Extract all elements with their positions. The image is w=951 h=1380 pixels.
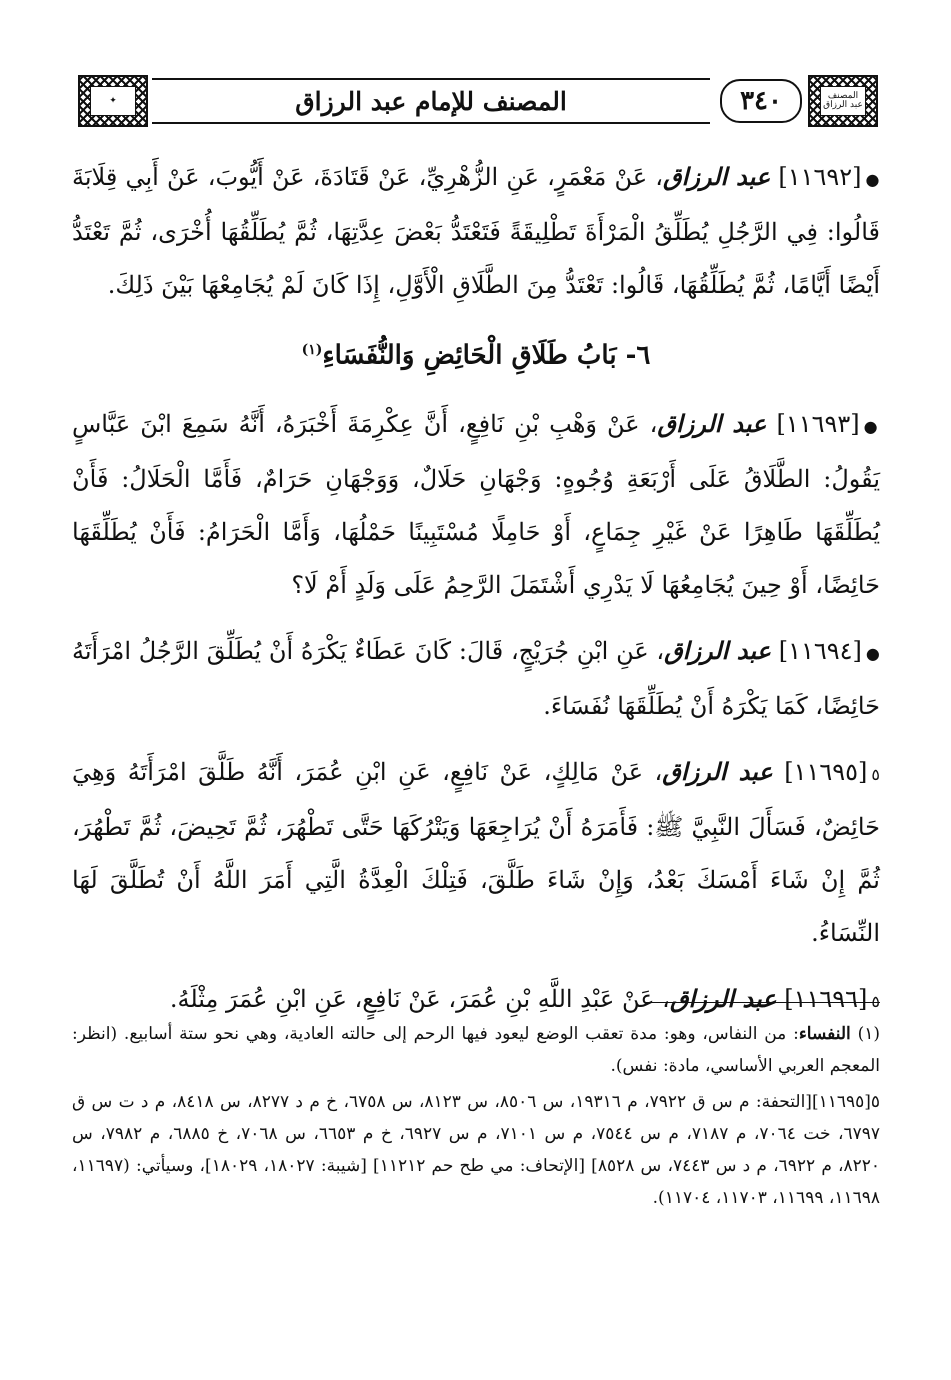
- footnote-text: [التحفة: م س ق ٧٩٢٢، م ١٩٣١٦، س ٨٥٠٦، س ٨١٢٣، س ٦٧٥٨، خ م د ٨٢٧٧، س ٨٤١٨، م د ت س ق ٦٧٩٧، خت ٧٠٦٤، م ٧١٨٧، م س ٧٥٤٤، م س ٧١٠١، م س ٦٩٢٧، خ م ٦٦٥٣، س ٧٠٦٨، خ ٦٨٨٥، م ٧٩٨٢، س ٨٢٢٠، م ٦٩٢٢، م د س ٧٤٤٣، س ٨٥٢٨] [الإتحاف: مي طح حم ١١٢١٢] [شيبة: ١٨٠٢٧، ١٨٠٢٩]، وسيأتي: (١١٦٩٧، ١١٦٩٨، ١١٦٩٩، ١١٧٠٣، ١١٧٠٤).: [72, 1092, 881, 1208]
- footnote-ref[interactable]: (١): [301, 342, 323, 358]
- hadith-text: ، عَنْ مَعْمَرٍ، عَنِ الزُّهْرِيِّ، عَنْ قَتَادَةَ، عَنْ أَيُّوبَ، عَنْ أَبِي قِلَابَةَ قَالُوا: فِي الرَّجُلِ يُطَلِّقُ الْمَرْأَةَ تَطْلِيقَةً فَتَعْتَدُّ بَعْضَ عِدَّتِهَا، ثُمَّ يُطَلِّقُهَا أُخْرَى، ثُمَّ تَعْتَدُّ أَيْضًا أَيَّامًا، ثُمَّ يُطَلِّقُهَا، قَالُوا: تَعْتَدُّ مِنَ الطَّلَاقِ الْأَوَّلِ، إِذَا كَانَ لَمْ يُجَامِعْهَا بَيْنَ ذَلِكَ.: [72, 163, 880, 299]
- bullet-marker: ●: [865, 170, 881, 189]
- hadith-paragraph: [72, 150, 880, 312]
- page-number: ٣٤٠: [720, 79, 802, 123]
- footnote-text: : من النفاس، وهو: مدة تعقب الوضع ليعود فيها الرحم إلى حالته العادية، وهي نحو ستة أسابيع. (انظر: المعجم العربي الأساسي، مادة: نفس).: [72, 1024, 880, 1076]
- hadith-number: [١١٦٩٤]: [778, 636, 862, 665]
- hadith-number: [١١٦٩٢]: [778, 163, 862, 191]
- bullet-marker: ●: [863, 416, 881, 436]
- hadith-number: [١١٦٩٣]: [776, 409, 860, 438]
- footnotes: [72, 1018, 880, 1218]
- hadith-paragraph: [72, 745, 880, 960]
- page-header: [78, 72, 878, 130]
- hadith-text: ، عَنْ مَالِكٍ، عَنْ نَافِعٍ، عَنِ ابْنِ عُمَرَ، أَنَّهُ طَلَّقَ امْرَأَتَهُ وَهِيَ حَائِضٌ، فَسَأَلَ النَّبِيَّ ﷺ: فَأَمَرَهُ أَنْ يُرَاجِعَهَا وَيَتْرُكَهَا حَتَّى تَطْهُرَ، ثُمَّ تَحِيضَ، ثُمَّ تَطْهُرَ، ثُمَّ إِنْ شَاءَ أَمْسَكَ بَعْدُ، وَإِنْ شَاءَ طَلَّقَ، فَتِلْكَ الْعِدَّةُ الَّتِي أَمَرَ اللَّهُ أَنْ تُطَلَّقَ لَهَا النِّسَاءُ.: [72, 757, 880, 947]
- hadith-paragraph: [72, 624, 880, 733]
- hadith-paragraph: [72, 397, 880, 612]
- bullet-marker: ●: [865, 643, 880, 663]
- book-emblem: المصنف عبد الرزاق: [820, 86, 866, 116]
- narrator-name: عبد الرزاق: [663, 162, 771, 191]
- footnote-number: ٥[١١٦٩٥]: [811, 1092, 881, 1112]
- narrator-name: عبد الرزاق: [662, 756, 773, 786]
- hadith-text: ، عَنْ وَهْبِ بْنِ نَافِعٍ، أَنَّ عِكْرِمَةَ أَخْبَرَهُ، أَنَّهُ سَمِعَ ابْنَ عَبَّاسٍ يَقُولُ: الطَّلَاقُ عَلَى أَرْبَعَةِ وُجُوهٍ: وَجْهَانِ حَلَالٌ، وَوَجْهَانِ حَرَامٌ، فَأَمَّا الْحَلَالُ: فَأَنْ يُطَلِّقَهَا طَاهِرًا عَنْ غَيْرِ جِمَاعٍ، أَوْ حَامِلًا مُسْتَبِينًا حَمْلُهَا، وَأَمَّا الْحَرَامُ: فَأَنْ يُطَلِّقَهَا حَائِضًا، أَوْ حِينَ يُجَامِعُهَا لَا يَدْرِي أَشْتَمَلَ الرَّحِمُ عَلَى وَلَدٍ أَمْ لَا؟: [72, 409, 880, 599]
- footnote-number: (١): [857, 1024, 881, 1044]
- chapter-title: ٦- بَابُ طَلَاقِ الْحَائِضِ وَالنُّفَسَاءِ: [322, 340, 651, 371]
- main-text: [72, 150, 880, 1040]
- footnote-item: [72, 1018, 880, 1082]
- hadith-text: ، عَنِ ابْنِ جُرَيْجٍ، قَالَ: كَانَ عَطَاءٌ يَكْرَهُ أَنْ يُطَلِّقَ الرَّجُلُ امْرَأَتَهُ حَائِضًا، كَمَا يَكْرَهُ أَنْ يُطَلِّقَهَا نُفَسَاءَ.: [72, 636, 880, 720]
- footnote-term: النفساء: [798, 1024, 851, 1044]
- hadith-text: ، عَنْ عَبْدِ اللَّهِ بْنِ عُمَرَ، عَنْ نَافِعٍ، عَنِ ابْنِ عُمَرَ مِثْلَهُ.: [169, 984, 670, 1013]
- header-ornament-right: [808, 75, 878, 127]
- header-ornament-left: [78, 75, 148, 127]
- narrator-name: عبد الرزاق: [664, 635, 771, 665]
- footnote-item: [72, 1086, 880, 1214]
- hadith-number: [١١٦٩٥]: [784, 757, 868, 786]
- running-title: المصنف للإمام عبد الرزاق: [152, 78, 710, 124]
- narrator-name: عبد الرزاق: [657, 408, 767, 438]
- ornament-center: ✦: [90, 86, 136, 116]
- circle-marker: ٥: [871, 764, 880, 784]
- footnote-divider: [645, 1002, 880, 1003]
- narrator-name: عبد الرزاق: [669, 983, 777, 1013]
- chapter-heading: [72, 324, 880, 383]
- hadith-number: [١١٦٩٦]: [784, 984, 868, 1013]
- circle-marker: ٥: [871, 991, 880, 1011]
